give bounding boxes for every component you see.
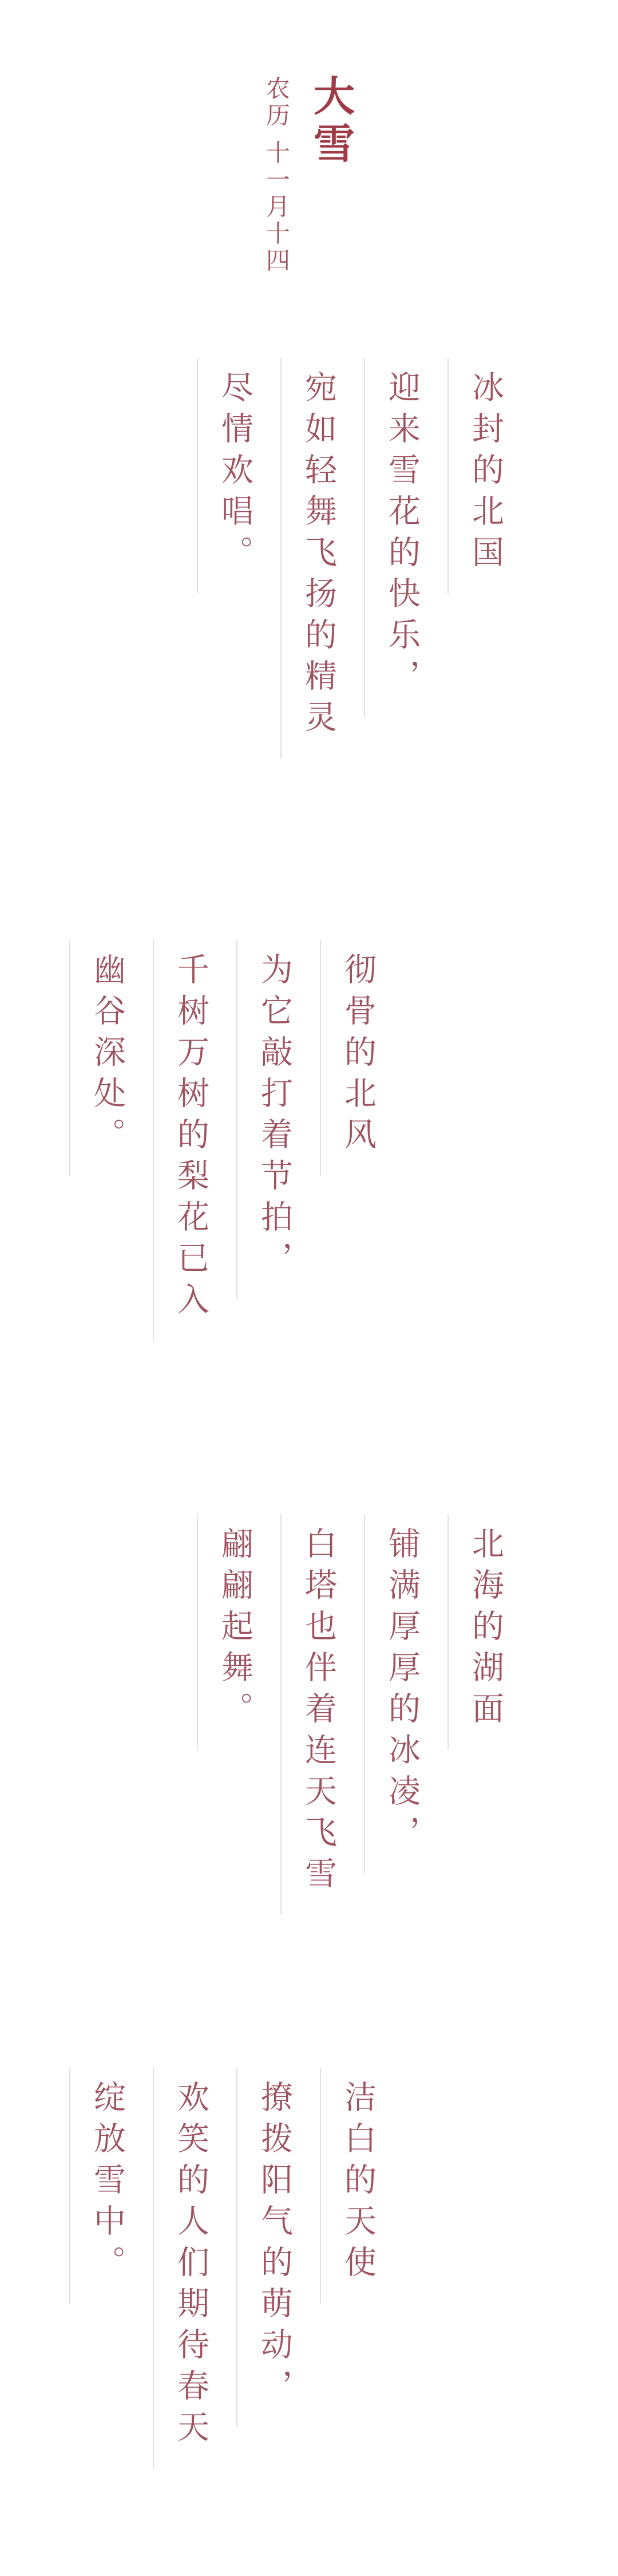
stanza-3 — [197, 1514, 504, 1915]
verse-column: 铺满厚厚的冰凌， — [364, 1514, 418, 1874]
stanza-1 — [197, 358, 504, 758]
verse-column: 冰封的北国 — [447, 358, 501, 594]
stanza-2 — [69, 940, 377, 1341]
verse-column: 洁白的天使 — [320, 2068, 374, 2304]
verse-column: 北海的湖面 — [447, 1514, 501, 1750]
verse-column: 翩翩起舞。 — [197, 1514, 251, 1750]
verse-column: 白塔也伴着连天飞雪 — [280, 1514, 334, 1915]
verse-column: 为它敲打着节拍， — [236, 940, 290, 1299]
verse-column: 撩拨阳气的萌动， — [236, 2068, 290, 2427]
verse-column: 迎来雪花的快乐， — [364, 358, 418, 717]
verse-column: 绽放雪中。 — [69, 2068, 123, 2304]
verse-column: 宛如轻舞飞扬的精灵 — [280, 358, 334, 758]
verse-column: 彻骨的北风 — [320, 940, 374, 1176]
verse-column: 幽谷深处。 — [69, 940, 123, 1176]
lunar-date-label: 农历 十一月十四 — [263, 76, 291, 275]
verse-column: 千树万树的梨花已入 — [153, 940, 207, 1341]
verse-column: 欢笑的人们期待春天 — [153, 2068, 207, 2468]
stanza-4 — [69, 2068, 377, 2468]
poem-title: 大雪 — [307, 74, 355, 169]
verse-column: 尽情欢唱。 — [197, 358, 251, 594]
